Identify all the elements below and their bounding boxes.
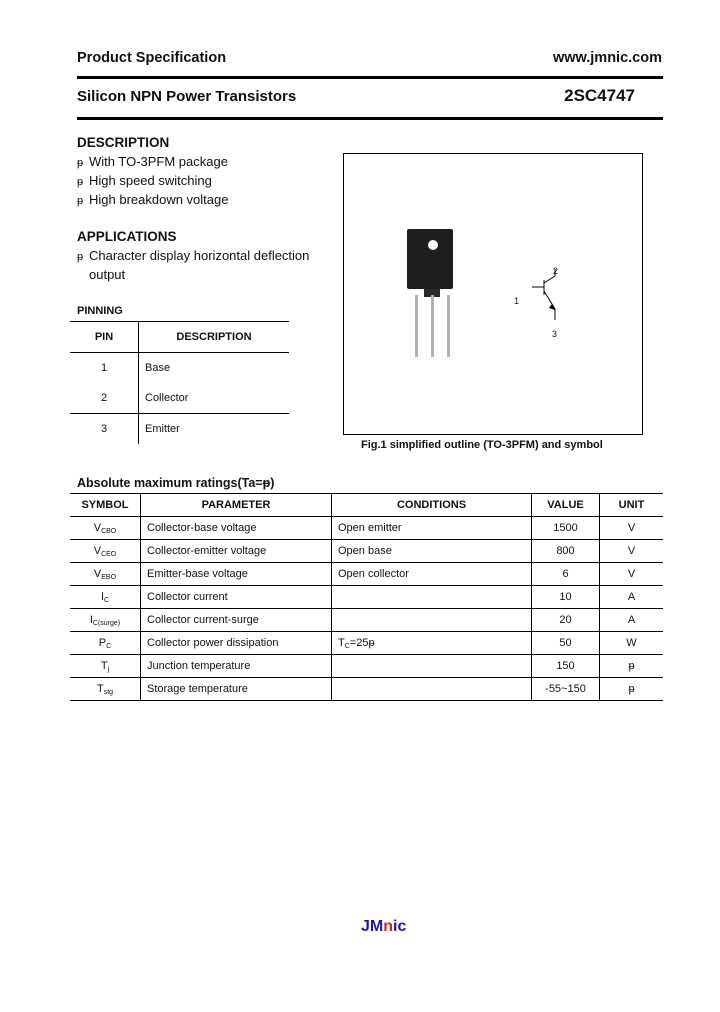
parameter-cell: Emitter-base voltage [141,563,332,586]
ratings-table [70,493,663,701]
table-row [70,678,663,701]
parameter-cell: Collector current-surge [141,609,332,632]
description-item: ᵽ High speed switching [77,173,212,188]
value-cell: 150 [532,655,600,678]
applications-heading: APPLICATIONS [77,229,177,244]
parameter-cell: Collector power dissipation [141,632,332,655]
bullet: ᵽ [77,157,84,169]
unit-cell: V [600,540,664,563]
description-item: ᵽ With TO-3PFM package [77,154,228,169]
unit-cell: V [600,563,664,586]
logo-n: n [383,918,394,935]
pinning-heading: PINNING [77,305,123,317]
package-outline-image [344,154,642,434]
conditions-cell: Open emitter [332,517,532,540]
applications-item-cont: output [89,267,126,282]
table-row: 2 Collector [70,383,289,414]
value-cell: 1500 [532,517,600,540]
conditions-cell [332,655,532,678]
value-cell: 50 [532,632,600,655]
table-row: 1 Base [70,353,289,384]
unit-cell: V [600,517,664,540]
figure-box [343,153,643,435]
conditions-cell [332,586,532,609]
conditions-cell: $T_C=25ᵽ$ [332,632,532,655]
description-item: ᵽ High breakdown voltage [77,192,229,207]
unit-cell: ᵽ [600,655,664,678]
ratings-heading: Absolute maximum ratings(Ta=ᵽ) [77,476,275,490]
jmnic-logo [361,918,406,936]
pinning-table [70,321,289,444]
symbol-pin-3: 3 [552,329,558,339]
npn-symbol [532,269,555,320]
conditions-cell: Open base [332,540,532,563]
value-cell: 800 [532,540,600,563]
part-number: 2SC4747 [564,86,635,105]
applications-item: ᵽ Character display horizontal deflection [77,248,310,263]
table-row [70,540,663,563]
symbol-cell: $P_C$ [70,632,141,655]
pin-desc-header: DESCRIPTION [176,331,252,343]
symbol-cell: $T_{stg}$ [70,678,141,701]
symbol-cell: $V_{EBO}$ [70,563,141,586]
header-rule-top [77,76,663,79]
symbol-cell: $V_{CBO}$ [70,517,141,540]
symbol-pin-2: 2 [553,266,559,276]
figure-caption: Fig.1 simplified outline (TO-3PFM) and symbol [361,439,603,451]
parameter-cell: Collector current [141,586,332,609]
value-cell: 20 [532,609,600,632]
table-row [70,517,663,540]
bullet: ᵽ [77,176,84,188]
symbol-pin-1: 1 [514,296,520,306]
header-rule-bottom [77,117,663,120]
conditions-cell [332,609,532,632]
value-cell: -55~150 [532,678,600,701]
symbol-cell: $V_{CEO}$ [70,540,141,563]
unit-cell: W [600,632,664,655]
logo-jm: JM [361,918,384,935]
symbol-cell: $I_{C(surge)}$ [70,609,141,632]
parameter-cell: Collector-base voltage [141,517,332,540]
conditions-cell [332,678,532,701]
parameter-cell: Storage temperature [141,678,332,701]
table-row [70,563,663,586]
page-title: Silicon NPN Power Transistors [77,88,297,105]
value-cell: 6 [532,563,600,586]
table-row [70,609,663,632]
header-left: Product Specification [77,50,227,66]
header-url[interactable]: www.jmnic.com [552,50,662,66]
symbol-cell: $T_j$ [70,655,141,678]
table-row [70,632,663,655]
table-row [70,655,663,678]
unit-cell: A [600,609,664,632]
table-row: 3 Emitter [70,414,289,445]
value-cell: 10 [532,586,600,609]
unit-cell: ᵽ [600,678,664,701]
parameter-cell: Collector-emitter voltage [141,540,332,563]
bullet: ᵽ [77,251,84,263]
description-heading: DESCRIPTION [77,135,170,150]
symbol-cell: $I_C$ [70,586,141,609]
conditions-cell: Open collector [332,563,532,586]
unit-cell: A [600,586,664,609]
pin-header: PIN [70,322,139,353]
table-row [70,586,663,609]
parameter-cell: Junction temperature [141,655,332,678]
table-header-row: SYMBOL PARAMETER CONDITIONS VALUE UNIT [70,494,663,517]
logo-ic: ic [393,918,407,935]
bullet: ᵽ [77,195,84,207]
